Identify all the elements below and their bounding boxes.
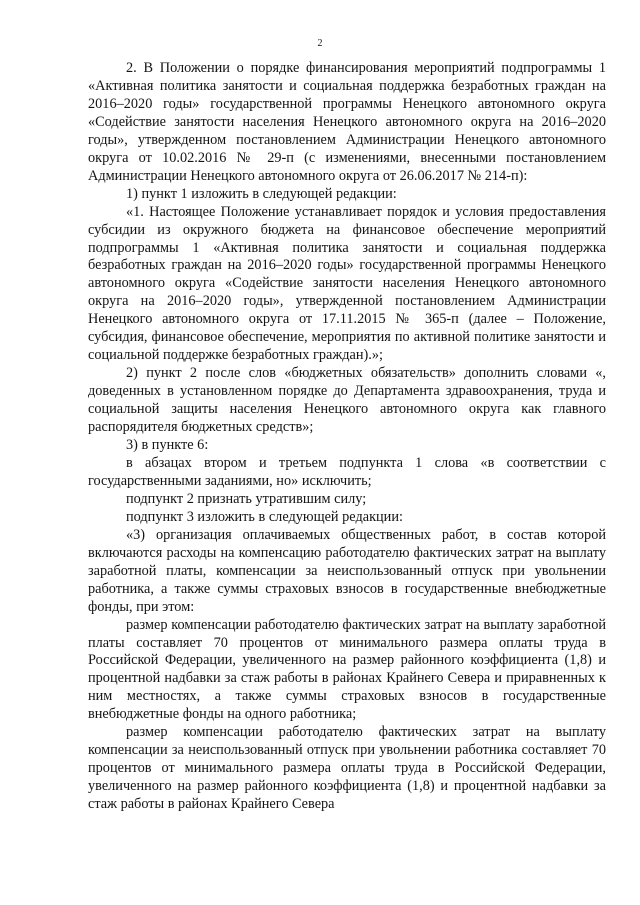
paragraph-subitem-2-repeal: подпункт 2 признать утратившим силу; <box>126 490 367 507</box>
paragraph-item-3: 3) в пункте 6: <box>126 437 209 454</box>
paragraph-item-1-text: «1. Настоящее Положение устанавливает порядок и условия предоставления субсидии из окружного бюджета на финансовое обеспечение мероприятий подпрограммы 1 «Активная политика занятости и социальная поддержка безработных граждан на 2016–2020 годы» государственной программы Ненецкого автономного округа «Содействие занятости населения Ненецкого автономного округа на 2016–2020 годы», утвержденной постановлением Администрации Ненецкого автономного округа от 17.11.2015 № 365-п (далее – Положение, субсидия, финансовое обеспечение, мероприятия по активной политике занятости и социальной поддержке безработных граждан).»; <box>88 203 606 364</box>
paragraph-wage-compensation: размер компенсации работодателю фактических затрат на выплату заработной платы составляет 70 процентов от минимального размера оплаты труда в Российской Федерации, увеличенного на размер районного коэффициента (1,8) и процентной надбавки за стаж работы в районах Крайнего Севера и приравненных к ним местностях, а также суммы страховых взносов в государственные внебюджетные фонды на одного работника; <box>88 616 606 723</box>
paragraph-vacation-compensation: размер компенсации работодателю фактических затрат на выплату компенсации за неиспользованный отпуск при увольнении работника составляет 70 процентов от минимального размера оплаты труда в Российской Федерации, увеличенного на размер районного коэффициента (1,8) и процентной надбавки за стаж работы в районах Крайнего Севера <box>88 724 606 813</box>
paragraph-subitem-3-intro: подпункт 3 изложить в следующей редакции: <box>126 508 403 525</box>
document-body <box>88 60 606 813</box>
page-number: 2 <box>317 38 323 49</box>
paragraph-item-2: 2) пункт 2 после слов «бюджетных обязательств» дополнить словами «, доведенных в установленном порядке до Департамента здравоохранения, труда и социальной защиты населения Ненецкого автономного округа как главного распорядителя бюджетных средств»; <box>88 365 606 436</box>
paragraph-subitem-1-change: в абзацах втором и третьем подпункта 1 слова «в соответствии с государственными заданиями, но» исключить; <box>88 454 606 489</box>
paragraph-amendment-intro: 2. В Положении о порядке финансирования мероприятий подпрограммы 1 «Активная политика занятости и социальная поддержка безработных граждан на 2016–2020 годы» государственной программы Ненецкого автономного округа «Содействие занятости населения Ненецкого автономного округа на 2016–2020 годы», утвержденном постановлением Администрации Ненецкого автономного округа от 10.02.2016 № 29-п (с изменениями, внесенными постановлением Администрации Ненецкого автономного округа от 26.06.2017 № 214-п): <box>88 60 606 184</box>
paragraph-subitem-3-text: «3) организация оплачиваемых общественных работ, в состав которой включаются расходы на компенсацию работодателю фактических затрат на выплату заработной платы, компенсации за неиспользованный отпуск при увольнении работника, а также суммы страховых взносов в государственные внебюджетные фонды, при этом: <box>88 526 606 615</box>
paragraph-item-1: 1) пункт 1 изложить в следующей редакции: <box>126 185 397 202</box>
